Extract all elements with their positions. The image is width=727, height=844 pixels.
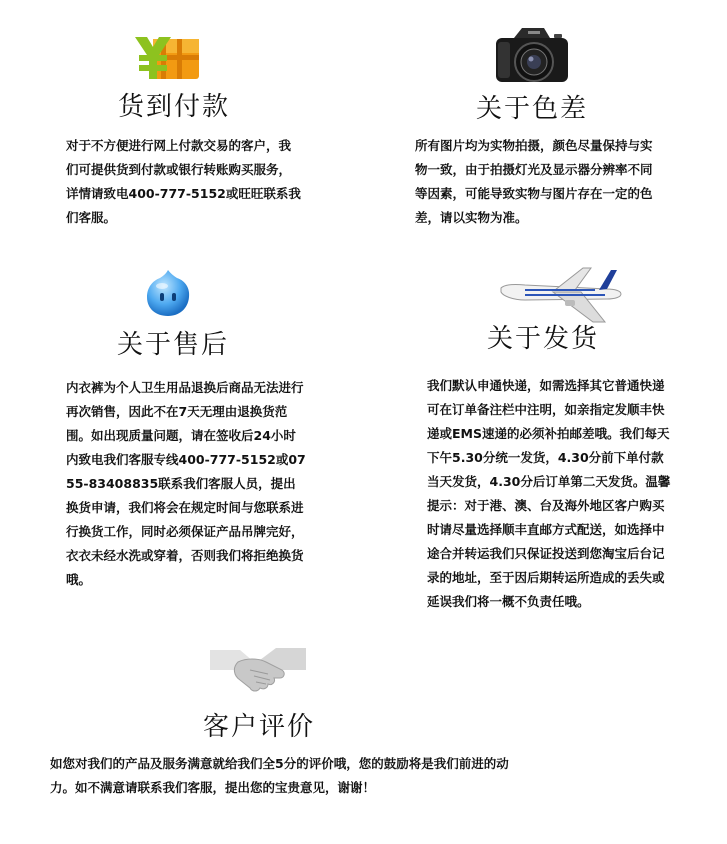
- customer-review-title: 客户评价: [203, 712, 316, 742]
- cash-on-delivery-text: 对于不方便进行网上付款交易的客户，我们可提供货到付款或银行转账购买服务，详情请致电400-777-5152或旺旺联系我们客服。: [66, 138, 301, 225]
- shipping-title: 关于发货: [487, 324, 600, 354]
- customer-review-text: 如您对我们的产品及服务满意就给我们全5分的评价哦，您的鼓励将是我们前进的动力。如不满意请联系我们客服，提出您的宝贵意见，谢谢！: [50, 756, 509, 795]
- cash-on-delivery-title: 货到付款: [118, 92, 231, 122]
- after-sale-title: 关于售后: [117, 330, 230, 360]
- color-difference-title: 关于色差: [476, 94, 589, 124]
- after-sale-text: 内衣裤为个人卫生用品退换后商品无法进行再次销售，因此不在7天无理由退换货范围。如出现质量问题，请在签收后24小时内致电我们客服专线400-777-5152或0755-83408835联系我们客服人员，提出换货申请，我们将会在规定时间与您联系进行换货工作，同时必须保证产品吊牌完好，衣衣未经水洗或穿着，否则我们将拒绝换货哦。: [66, 380, 306, 587]
- cash-on-delivery-icon: [133, 33, 203, 81]
- chat-bubble-mascot-icon: [144, 268, 192, 318]
- handshake-icon: [210, 640, 306, 696]
- airplane-icon: [495, 262, 625, 326]
- camera-icon: [492, 22, 572, 86]
- shipping-text: 我们默认申通快递，如需选择其它普通快递可在订单备注栏中注明，如亲指定发顺丰快递或EMS速递的必须补拍邮差哦。我们每天下午5.30分统一发货，4.30分前下单付款当天发货，4.30分后订单第二天发货。温馨提示：对于港、澳、台及海外地区客户购买时请尽量选择顺丰直邮方式配送，如选择中途合并转运我们只保证投送到您淘宝后台记录的地址，至于因后期转运所造成的丢失或延误我们将一概不负责任哦。: [427, 378, 671, 609]
- color-difference-text: 所有图片均为实物拍摄，颜色尽量保持与实物一致，由于拍摄灯光及显示器分辨率不同等因素，可能导致实物与图片存在一定的色差，请以实物为准。: [415, 138, 653, 225]
